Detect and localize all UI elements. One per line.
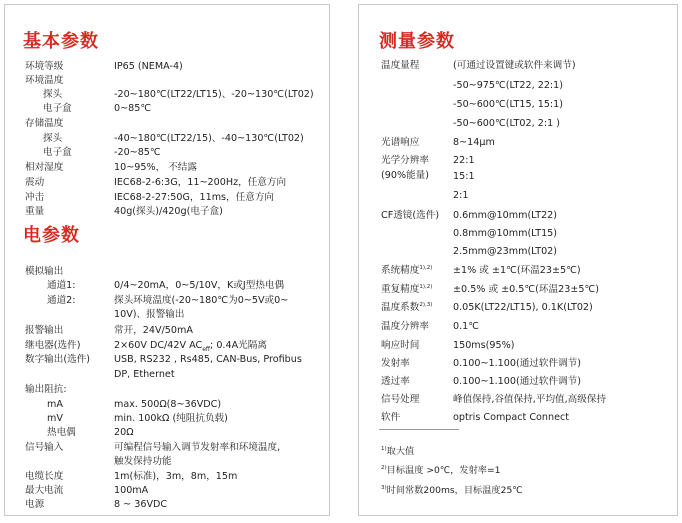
row-label: 报警输出 [25, 325, 64, 336]
row-label: 温度量程 [381, 60, 420, 71]
row-value: 10V)、报警输出 [114, 309, 185, 320]
row-value [114, 339, 267, 353]
row-label: mA [47, 399, 63, 410]
row-value: 15:1 [453, 171, 475, 182]
relay-value-sub: eff [202, 345, 211, 353]
row-label: 电子盒 [43, 147, 72, 158]
row-value: min. 100kΩ (纯阻抗负载) [114, 413, 228, 424]
row-label: 热电偶 [47, 427, 76, 438]
row-label: 电子盒 [43, 103, 72, 114]
row-value: 可编程信号输入调节发射率和环境温度, [114, 442, 281, 453]
footnote-marker: 1) [381, 445, 387, 452]
footnote-text: 时间常数200ms，目标温度25℃ [386, 485, 523, 496]
footnote-ref: 1),2) [419, 283, 433, 290]
row-label-text: 系统精度 [381, 265, 420, 276]
row-value: -20~85℃ [114, 147, 161, 158]
row-label: 软件 [381, 412, 401, 423]
row-value: ±1% 或 ±1℃(环温23±5℃) [453, 265, 581, 276]
footnote-ref: 1),2) [419, 264, 433, 271]
row-label: 输出阻抗: [25, 384, 67, 395]
row-value: 40g(探头)/420g(电子盒) [114, 206, 223, 217]
measurement-params-panel [358, 4, 678, 516]
row-value: 8~14μm [453, 137, 495, 148]
row-label: 温度分辨率 [381, 321, 429, 332]
row-value: DP, Ethernet [114, 369, 175, 380]
row-label: 最大电流 [25, 485, 64, 496]
row-label: 冲击 [25, 192, 45, 203]
row-value: 0~85℃ [114, 103, 152, 114]
row-label: 电缆长度 [25, 471, 64, 482]
footnote-text: 目标温度 >0℃，发射率=1 [386, 465, 501, 476]
row-value: 探头环境温度(-20~180℃为0~5V或0~ [114, 295, 289, 306]
row-value: (可通过设置键或软件来调节) [453, 60, 576, 71]
row-value: -50~975℃(LT22, 22:1) [453, 80, 564, 91]
row-value: 峰值保持,谷值保持,平均值,高级保持 [453, 394, 607, 405]
row-value: max. 500Ω(8~36VDC) [114, 399, 222, 410]
row-value: 0/4~20mA，0~5/10V，K或J型热电偶 [114, 280, 285, 291]
row-value: 0.6mm@10mm(LT22) [453, 210, 558, 221]
row-value: IEC68-2-6:3G，11~200Hz，任意方向 [114, 177, 287, 188]
row-label [381, 283, 432, 297]
row-label: 电源 [25, 499, 45, 510]
row-label: 透过率 [381, 376, 410, 387]
row-label: 探头 [43, 133, 63, 144]
row-label: 信号输入 [25, 442, 64, 453]
row-label: 信号处理 [381, 394, 420, 405]
row-value: 0.8mm@10mm(LT15) [453, 228, 558, 239]
row-value: -50~600℃(LT15, 15:1) [453, 99, 564, 110]
footnote-marker: 2) [381, 464, 387, 471]
row-value: 0.100~1.100(通过软件调节) [453, 376, 582, 387]
row-value: 100mA [114, 485, 149, 496]
row-label-text: 重复精度 [381, 284, 420, 295]
row-label: 通道1: [47, 280, 76, 291]
footnote-marker: 3) [381, 484, 387, 491]
row-value: -40~180℃(LT22/15)、-40~130℃(LT02) [114, 133, 304, 144]
footnote-text: 取大值 [386, 446, 415, 457]
row-label: 光学分辨率 [381, 155, 429, 166]
row-label: 存储温度 [25, 118, 64, 129]
row-label: CF透镜(选件) [381, 210, 440, 221]
row-label: mV [47, 413, 63, 424]
basic-params-title: 基本参数 [23, 31, 99, 52]
row-label: 环境温度 [25, 75, 64, 86]
row-value: 20Ω [114, 427, 134, 438]
row-label: 探头 [43, 89, 63, 100]
row-value: -50~600℃(LT02, 2:1 ) [453, 118, 560, 129]
footnote [381, 445, 414, 458]
row-label: 数字输出(选件) [25, 354, 91, 365]
row-value: 1m(标准)，3m，8m，15m [114, 471, 238, 482]
row-value: 2:1 [453, 190, 469, 201]
row-label: 光谱响应 [381, 137, 420, 148]
row-label: 响应时间 [381, 340, 420, 351]
relay-value-rest: ; 0.4A光隔离 [210, 340, 267, 351]
row-value: 22:1 [453, 155, 475, 166]
row-label: 重量 [25, 206, 45, 217]
row-label: 震动 [25, 177, 45, 188]
row-label: 相对湿度 [25, 162, 64, 173]
row-label [381, 301, 432, 315]
measurement-params-title: 测量参数 [379, 31, 455, 52]
row-value: IP65 (NEMA-4) [114, 61, 183, 72]
row-label [381, 264, 432, 278]
row-value: USB, RS232 , Rs485, CAN-Bus, Profibus [114, 354, 302, 365]
row-value: ±0.5% 或 ±0.5℃(环温23±5℃) [453, 284, 599, 295]
footnote-ref: 2),3) [419, 301, 433, 308]
row-value: optris Compact Connect [453, 412, 570, 423]
row-label: 模拟输出 [25, 266, 64, 277]
row-label: 环境等级 [25, 61, 64, 72]
footnote [381, 484, 523, 497]
row-label: 发射率 [381, 358, 410, 369]
footnote-divider [379, 429, 459, 430]
row-value: 150ms(95%) [453, 340, 515, 351]
row-value: 10~95%， 不结露 [114, 162, 197, 173]
row-value: 2.5mm@23mm(LT02) [453, 246, 558, 257]
basic-params-panel [4, 4, 330, 516]
row-value: 0.05K(LT22/LT15), 0.1K(LT02) [453, 302, 593, 313]
relay-value-main: 2×60V DC/42V AC [114, 340, 203, 351]
row-value: 0.1℃ [453, 321, 480, 332]
elec-params-title: 电参数 [23, 225, 80, 246]
row-value: -20~180℃(LT22/LT15)、-20~130℃(LT02) [114, 89, 314, 100]
row-value: 8 ~ 36VDC [114, 499, 168, 510]
row-label: 继电器(选件) [25, 340, 81, 351]
row-value: 0.100~1.100(通过软件调节) [453, 358, 582, 369]
row-label: 通道2: [47, 295, 76, 306]
row-value: IEC68-2-27:50G，11ms，任意方向 [114, 192, 275, 203]
row-value: 常开，24V/50mA [114, 325, 193, 336]
row-value: 触发保持功能 [114, 456, 172, 467]
row-label-text: 温度系数 [381, 302, 420, 313]
row-label: (90%能量) [381, 170, 429, 181]
footnote [381, 464, 500, 477]
